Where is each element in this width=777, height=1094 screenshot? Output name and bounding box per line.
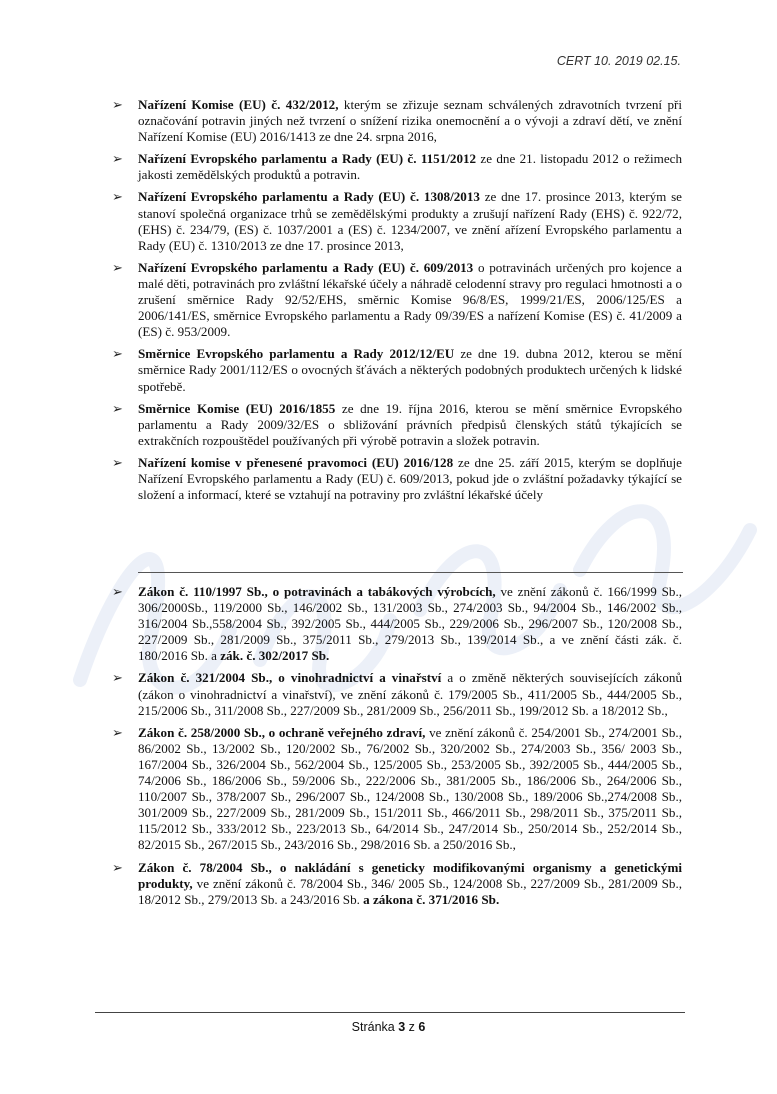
- list-item: ➢ Nařízení komise v přenesené pravomoci (EU) 2016/128 ze dne 25. září 2015, kterým se doplňuje Nařízení Evropského parlamentu a Rady (EU) č. 609/2013, pokud jde o zvláštní požadavky týkající se složení a informací, které se vztahují na potraviny pro zvláštní lékařské účely: [112, 454, 682, 503]
- czech-laws-list: [0, 584, 777, 914]
- list-item: ➢ Nařízení Evropského parlamentu a Rady (EU) č. 1151/2012 ze dne 21. listopadu 2012 o režimech jakosti zemědělských produktů a potravin.: [112, 151, 682, 183]
- list-item: ➢ Směrnice Komise (EU) 2016/1855 ze dne 19. října 2016, kterou se mění směrnice Evropského parlamentu a Rady 2009/32/ES o sbližování právních předpisů členských států týkajících se extrakčních rozpouštědel používaných při výrobě potravin a složek potravin.: [112, 400, 682, 448]
- arrow-bullet-icon: ➢: [112, 260, 123, 276]
- eu-regulations-list: [0, 97, 777, 509]
- page-number: Stránka 3 z 6: [351, 1020, 426, 1034]
- arrow-bullet-icon: ➢: [112, 585, 123, 600]
- arrow-bullet-icon: ➢: [112, 347, 123, 363]
- arrow-bullet-icon: ➢: [112, 455, 123, 471]
- arrow-bullet-icon: ➢: [112, 401, 123, 417]
- arrow-bullet-icon: ➢: [112, 671, 123, 687]
- list-item: ➢ Zákon č. 78/2004 Sb., o nakládání s geneticky modifikovanými organismy a genetickými produkty, ve znění zákonů č. 78/2004 Sb., 346/ 2005 Sb., 124/2008 Sb., 227/2009 Sb., 281/2009 Sb., 18/2012 Sb., 279/2013 Sb. a 243/2016 Sb. a zákona č. 371/2016 Sb.: [112, 859, 682, 907]
- list-item: ➢ Směrnice Evropského parlamentu a Rady 2012/12/EU ze dne 19. dubna 2012, kterou se mění směrnice Rady 2001/112/ES o ovocných šťávách a některých podobných produktech určených k lidské spotřebě.: [112, 346, 682, 394]
- footer-divider: [95, 1012, 685, 1013]
- list-item: ➢ Zákon č. 321/2004 Sb., o vinohradnictví a vinařství a o změně některých souvisejících zákonů (zákon o vinohradnictví a vinařství), ve znění zákonů č. 179/2005 Sb., 411/2005 Sb., 444/2005 Sb., 215/2006 Sb., 311/2008 Sb., 227/2009 Sb., 281/2009 Sb., 256/2011 Sb., 199/2012 Sb. a 18/2012 Sb.,: [112, 670, 682, 718]
- arrow-bullet-icon: ➢: [112, 152, 123, 168]
- list-item: ➢ Nařízení Evropského parlamentu a Rady (EU) č. 609/2013 o potravinách určených pro kojence a malé děti, potravinách pro zvláštní lékařské účely a náhradě celodenní stravy pro regulaci hmotnosti a o zrušení směrnice Rady 92/52/EHS, směrnic Komise 96/8/ES, 1999/21/ES, 2006/125/ES a 2006/141/ES, směrnice Evropského parlamentu a Rady 09/39/ES a nařízení Komise (ES) č. 41/2009 a (ES) č. 953/2009.: [112, 259, 682, 340]
- document-reference: CERT 10. 2019 02.15.: [556, 54, 681, 68]
- list-item: ➢ Zákon č. 258/2000 Sb., o ochraně veřejného zdraví, ve znění zákonů č. 254/2001 Sb., 274/2001 Sb., 86/2002 Sb., 13/2002 Sb., 120/2002 Sb., 76/2002 Sb., 320/2002 Sb., 274/2003 Sb., 356/ 2003 Sb., 167/2004 Sb., 326/2004 Sb., 562/2004 Sb., 125/2005 Sb., 253/2005 Sb., 392/2005 Sb., 444/2005 Sb., 74/2006 Sb., 186/2006 Sb., 59/2006 Sb., 222/2006 Sb., 381/2005 Sb., 186/2006 Sb., 264/2006 Sb., 110/2007 Sb., 378/2007 Sb., 296/2007 Sb., 124/2008 Sb., 130/2008 Sb., 189/2006 Sb.,274/2008 Sb., 301/2009 Sb., 227/2009 Sb., 281/2009 Sb., 151/2011 Sb., 466/2011 Sb., 298/2011 Sb., 375/2011 Sb., 115/2012 Sb., 333/2012 Sb., 223/2013 Sb., 64/2014 Sb., 247/2014 Sb., 250/2014 Sb., 252/2014 Sb., 82/2015 Sb., 267/2015 Sb., 243/2016 Sb., 298/2016 Sb. a 250/2016 Sb.,: [112, 724, 682, 853]
- list-item: ➢ Zákon č. 110/1997 Sb., o potravinách a tabákových výrobcích, ve znění zákonů č. 166/1999 Sb., 306/2000Sb., 119/2000 Sb., 146/2002 Sb., 131/2003 Sb., 274/2003 Sb., 94/2004 Sb., 146/2002 Sb., 316/2004 Sb.,558/2004 Sb., 392/2005 Sb., 444/2005 Sb., 229/2006 Sb., 296/2007 Sb., 120/2008 Sb., 227/2009 Sb., 281/2009 Sb., 375/2011 Sb., 279/2013 Sb., 139/2014 Sb., a ve znění části zák. č. 180/2016 Sb. a zák. č. 302/2017 Sb.: [112, 584, 682, 664]
- list-item: ➢ Nařízení Komise (EU) č. 432/2012, kterým se zřizuje seznam schválených zdravotních tvrzení při označování potravin jiných než tvrzení o snížení rizika onemocnění a o vývoji a zdraví dětí, ve znění Nařízení Komise (EU) 2016/1413 ze dne 24. srpna 2016,: [112, 97, 682, 145]
- list-item: ➢ Nařízení Evropského parlamentu a Rady (EU) č. 1308/2013 ze dne 17. prosince 2013, kterým se stanoví společná organizace trhů se zemědělskými produkty a zrušují nařízení Rady (EHS) č. 922/72, (EHS) č. 234/79, (ES) č. 1037/2001 a (ES) č. 1234/2007, ve znění ařízení Evropského parlamentu a Rady (EU) č. 1310/2013 ze dne 17. prosince 2013,: [112, 189, 682, 253]
- arrow-bullet-icon: ➢: [112, 190, 123, 206]
- arrow-bullet-icon: ➢: [112, 725, 123, 741]
- section-divider: [138, 572, 683, 573]
- arrow-bullet-icon: ➢: [112, 98, 123, 113]
- arrow-bullet-icon: ➢: [112, 860, 123, 876]
